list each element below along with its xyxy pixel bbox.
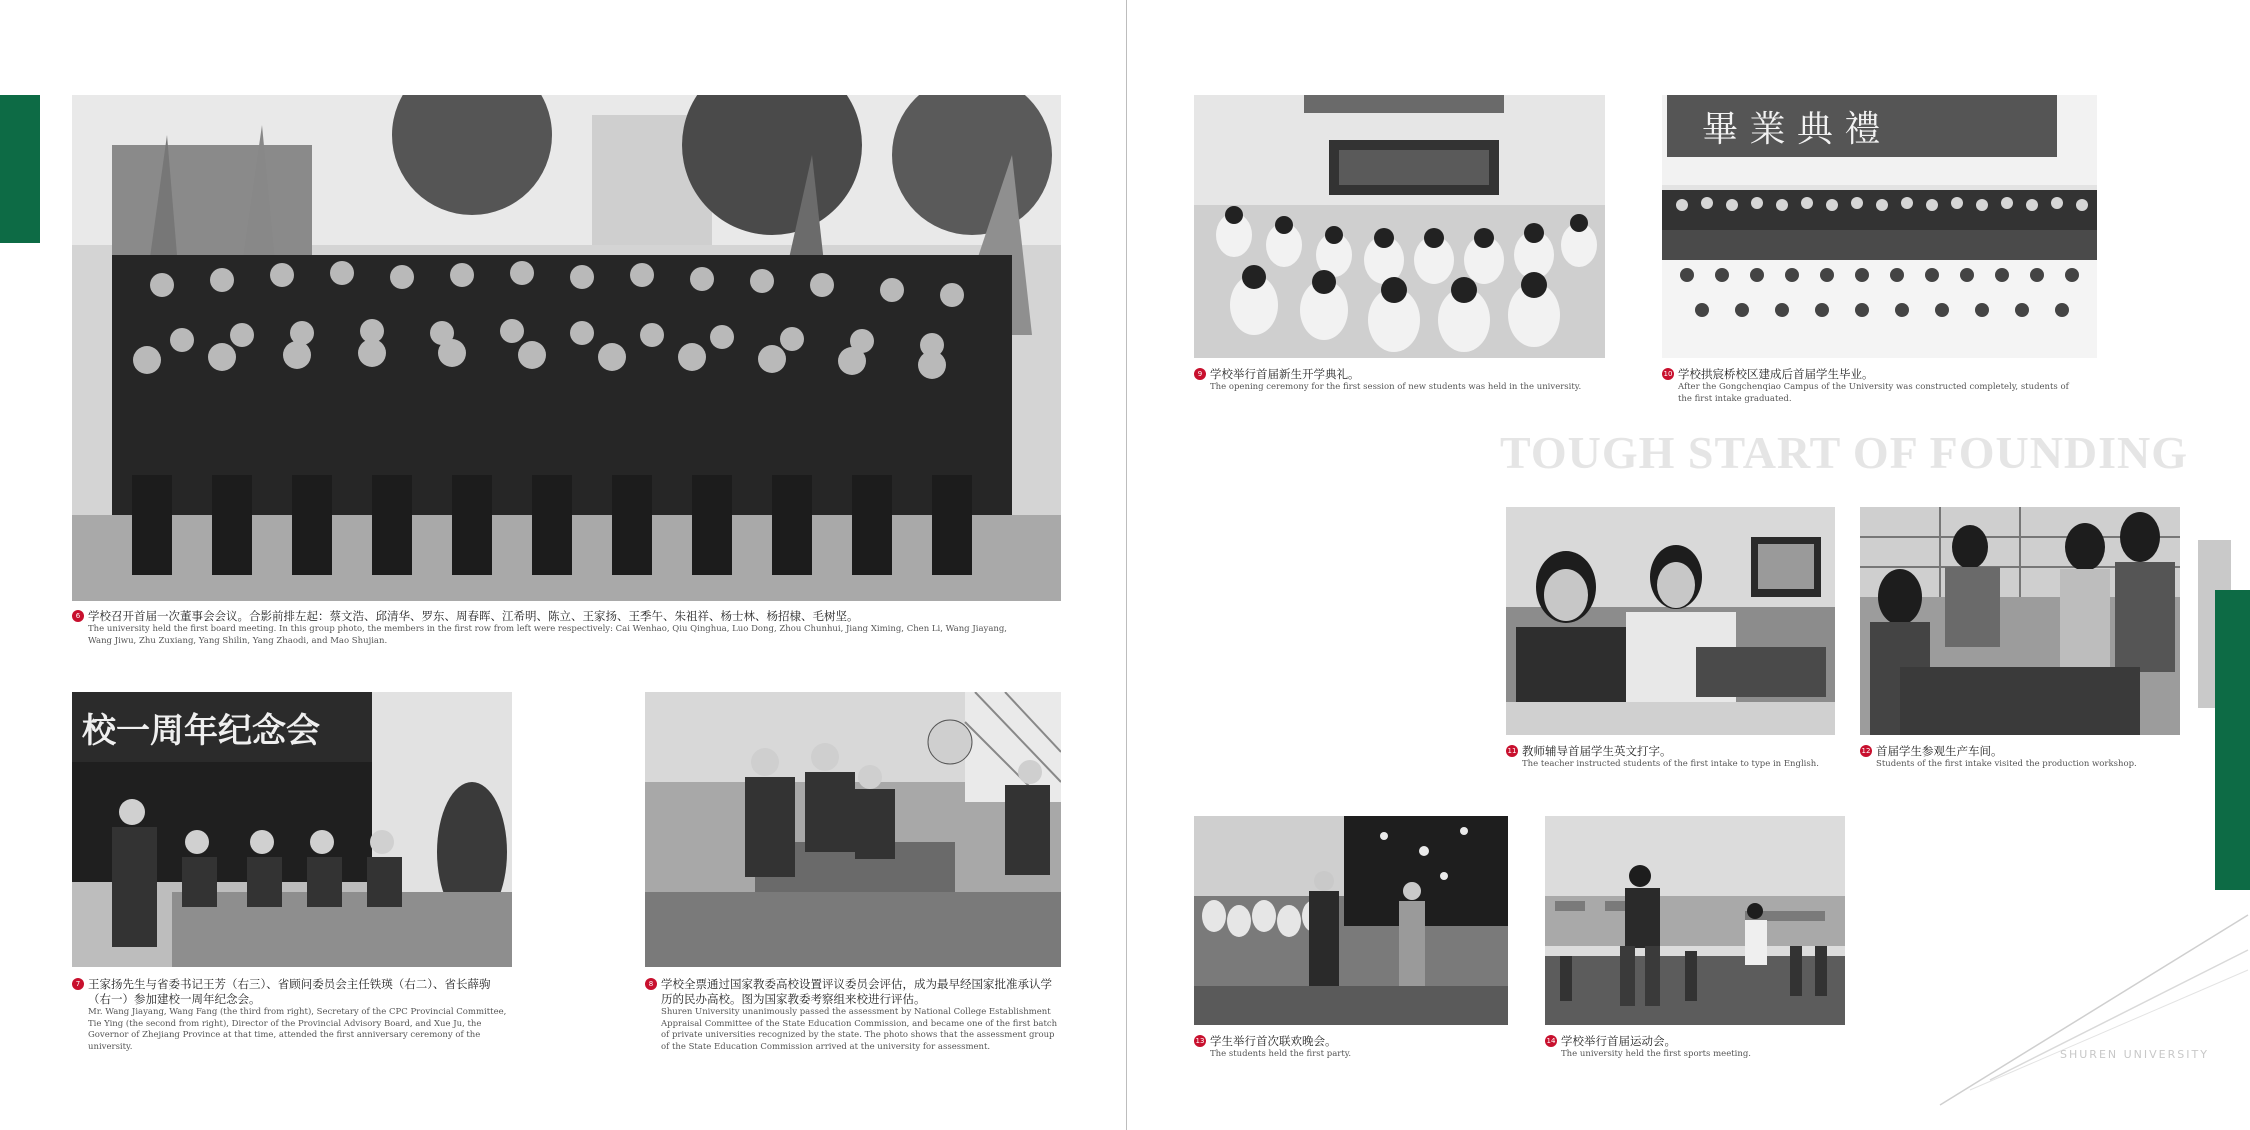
caption-number-badge: 9 (1194, 368, 1206, 380)
caption-typing-class (1506, 744, 1846, 771)
caption-en: After the Gongchenqiao Campus of the University was constructed completely, students of the first intake graduated. (1678, 382, 2069, 404)
caption-number-badge: 13 (1195, 1037, 1205, 1045)
opening-ceremony-photo (1194, 95, 1605, 358)
caption-en: Shuren University unanimously passed the assessment by National College Establishment Appraisal Committee of the State Education Commission, and became one of the first batch of private universities recognized by the state. The photo shows that the assessment group of the State Education Commission arrived at the university for assessment. (661, 1007, 1058, 1052)
caption-zh: 学校全票通过国家教委高校设置评议委员会评估，成为最早经国家批准承认学历的民办高校。图为国家教委考察组来校进行评估。 (661, 977, 1052, 1006)
footer-brand: SHUREN UNIVERSITY (2060, 1048, 2209, 1061)
graduation-photo (1662, 95, 2097, 358)
caption-zh: 学校举行首届运动会。 (1561, 1034, 1676, 1048)
section-watermark-title: TOUGH START OF FOUNDING (1500, 427, 2189, 478)
caption-board-meeting (72, 609, 1032, 647)
caption-anniversary (72, 977, 512, 1053)
caption-zh: 王家扬先生与省委书记王芳（右三）、省顾问委员会主任铁瑛（右二）、省长薛驹（右一）参加建校一周年纪念会。 (88, 977, 491, 1006)
caption-zh: 教师辅导首届学生英文打字。 (1522, 744, 1672, 758)
anniversary-ceremony-photo (72, 692, 512, 967)
graduation-banner-text: 畢 業 典 禮 (1702, 109, 1881, 150)
decorative-diagonal-lines (1930, 910, 2250, 1110)
caption-number-badge: 12 (1861, 747, 1871, 755)
workshop-visit-photo (1860, 507, 2180, 735)
caption-en: Students of the first intake visited the production workshop. (1876, 759, 2137, 769)
sports-meeting-photo (1545, 816, 1845, 1025)
caption-zh: 学校举行首届新生开学典礼。 (1210, 367, 1360, 381)
right-green-tab (2215, 590, 2250, 890)
caption-en: The university held the first board meeting. In this group photo, the members in the first row from left were respectively: Cai Wenhao, Qiu Qinghua, Luo Dong, Zhou Chunhui, Jiang Ximing, Chen Li, Wang Jiayang, Wang Jiwu, Zhu Zuxiang, Yang Shilin, Yang Zhaodi, and Mao Shujian. (88, 624, 1008, 646)
caption-number-badge: 6 (72, 610, 84, 622)
anniversary-banner-text: 校一周年纪念会 (82, 711, 320, 751)
left-green-tab (0, 95, 40, 243)
caption-en: The students held the first party. (1210, 1049, 1352, 1059)
caption-zh: 学校召开首届一次董事会会议。合影前排左起：蔡文浩、邱清华、罗东、周春晖、江希明、陈立、王家扬、王季午、朱祖祥、杨士林、杨招棣、毛树坚。 (88, 609, 859, 623)
caption-number-badge: 14 (1546, 1037, 1556, 1045)
caption-number-badge: 11 (1507, 747, 1517, 755)
caption-workshop-visit (1860, 744, 2200, 771)
caption-number-badge: 10 (1663, 370, 1673, 378)
caption-number-badge: 7 (72, 978, 84, 990)
caption-zh: 首届学生参观生产车间。 (1876, 744, 2003, 758)
board-meeting-photo (72, 95, 1061, 601)
page-spread-divider (1126, 0, 1127, 1130)
caption-en: The opening ceremony for the first session of new students was held in the university. (1210, 382, 1582, 392)
caption-sports-meeting (1545, 1034, 1865, 1061)
caption-graduation (1662, 367, 2082, 405)
typing-class-photo (1506, 507, 1835, 735)
caption-en: Mr. Wang Jiayang, Wang Fang (the third from right), Secretary of the CPC Provincial Committee, Tie Ying (the second from right), Director of the Provincial Advisory Board, and Xue Ju, the Governor of Zhejiang Province at that time, attended the first anniversary ceremony of the university. (88, 1007, 507, 1052)
caption-zh: 学校拱宸桥校区建成后首届学生毕业。 (1678, 367, 1874, 381)
caption-opening-ceremony (1194, 367, 1614, 394)
caption-en: The university held the first sports meeting. (1561, 1049, 1751, 1059)
first-party-photo (1194, 816, 1508, 1025)
caption-assessment (645, 977, 1061, 1053)
caption-en: The teacher instructed students of the first intake to type in English. (1522, 759, 1819, 769)
assessment-group-photo (645, 692, 1061, 967)
caption-zh: 学生举行首次联欢晚会。 (1210, 1034, 1337, 1048)
caption-first-party (1194, 1034, 1514, 1061)
caption-number-badge: 8 (645, 978, 657, 990)
